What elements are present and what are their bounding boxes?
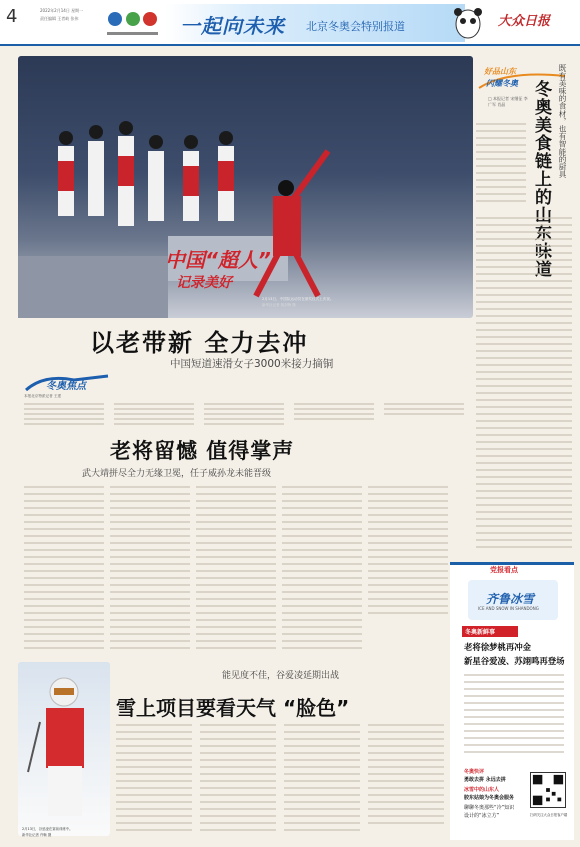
section-b-label[interactable]: 冰雪中的山东人	[464, 787, 500, 793]
skier-photo	[18, 662, 110, 836]
podium-illustration	[18, 56, 473, 318]
skier-photo-caption: 2月13日，谷爱凌在赛前训练中。	[22, 827, 73, 831]
third-body-text	[116, 720, 448, 838]
section-c-text[interactable]: 聊聊冬奥那些“冷”知识	[464, 805, 515, 811]
right-vertical-headline: 冬奥美食链上的山东味道	[531, 80, 551, 278]
banner-subtitle: 北京冬奥会特别报道	[306, 20, 405, 33]
right-body-text	[476, 118, 572, 558]
text-lines	[116, 720, 448, 838]
section-tag: 冬奥焦点	[46, 381, 86, 392]
editor-line: 责任编辑 王者岐 张伟	[40, 16, 79, 21]
lead-subheadline: 中国短道速滑女子3000米接力摘铜	[170, 358, 334, 370]
lead-photo	[18, 56, 473, 318]
sidebar-headline-1[interactable]: 老将徐梦桃再冲金	[464, 642, 531, 652]
lead-byline: 本报北京特派记者 王建	[24, 394, 62, 398]
photo-credit: 新华社记者 姚剑锋 摄	[262, 303, 296, 307]
date-line: 2022年2月14日 星期一	[40, 8, 84, 13]
photo-overlay-title: 中国“超人”	[165, 248, 271, 272]
text-lines	[476, 118, 572, 558]
lead-body-text	[24, 400, 464, 430]
mascot-icon	[452, 6, 484, 40]
skier-illustration	[18, 662, 110, 836]
second-body-text	[24, 482, 448, 657]
photo-overlay-subtitle: 记录美好	[176, 275, 232, 291]
badge-line-2: 闪耀冬奥	[486, 79, 518, 88]
section-a-text[interactable]: 勇敢去拼 永远去拼	[464, 777, 506, 783]
section-d-text[interactable]: 设计的“冰立方”	[464, 813, 500, 819]
skier-photo-credit: 新华社记者 许畅 摄	[22, 833, 52, 837]
section-b-text[interactable]: 胶东姑娘为冬奥会服务	[464, 795, 515, 801]
text-lines	[24, 400, 464, 430]
banner-title: 一起向未来	[180, 14, 285, 38]
text-lines	[464, 670, 564, 764]
sidebar-logo-title: 齐鲁冰雪	[486, 592, 535, 606]
second-subheadline: 武大靖拼尽全力无缘卫冕，任子威孙龙未能晋级	[82, 469, 272, 479]
right-byline: □ 本报记者 宋继征 李广军 肖晶	[488, 96, 528, 107]
newspaper-name: 大众日报	[498, 14, 551, 29]
text-lines	[24, 482, 448, 657]
second-headline: 老将留憾 值得掌声	[110, 439, 295, 463]
third-intro: 能见度不佳，谷爱凌延期出战	[222, 671, 340, 681]
sidebar-headline-2[interactable]: 新星谷爱凌、苏翊鸣再登场	[464, 656, 565, 666]
news-label: 冬奥新鲜事	[465, 629, 496, 636]
lead-headline: 以老带新 全力去冲	[90, 329, 309, 357]
sidebar-body-text	[464, 670, 564, 764]
qr-label: 扫码关注大众日报客户端	[530, 813, 568, 817]
third-headline: 雪上项目要看天气 “脸色”	[116, 696, 350, 720]
qr-code-icon[interactable]	[530, 772, 566, 808]
olympic-logos	[105, 6, 160, 40]
sidebar-logo-sub: ICE AND SNOW IN SHANDONG	[478, 606, 539, 611]
page-number: 4	[6, 6, 18, 27]
photo-caption: 2月13日，中国队运动员在颁奖仪式上庆祝。	[262, 297, 334, 301]
section-a-label[interactable]: 冬奥快评	[464, 769, 485, 775]
right-strip-text: 既有美味的食材，也有智能的厨具	[558, 64, 567, 178]
badge-line-1: 好品山东	[484, 67, 516, 76]
sidebar-header: 党报看点	[490, 566, 518, 574]
